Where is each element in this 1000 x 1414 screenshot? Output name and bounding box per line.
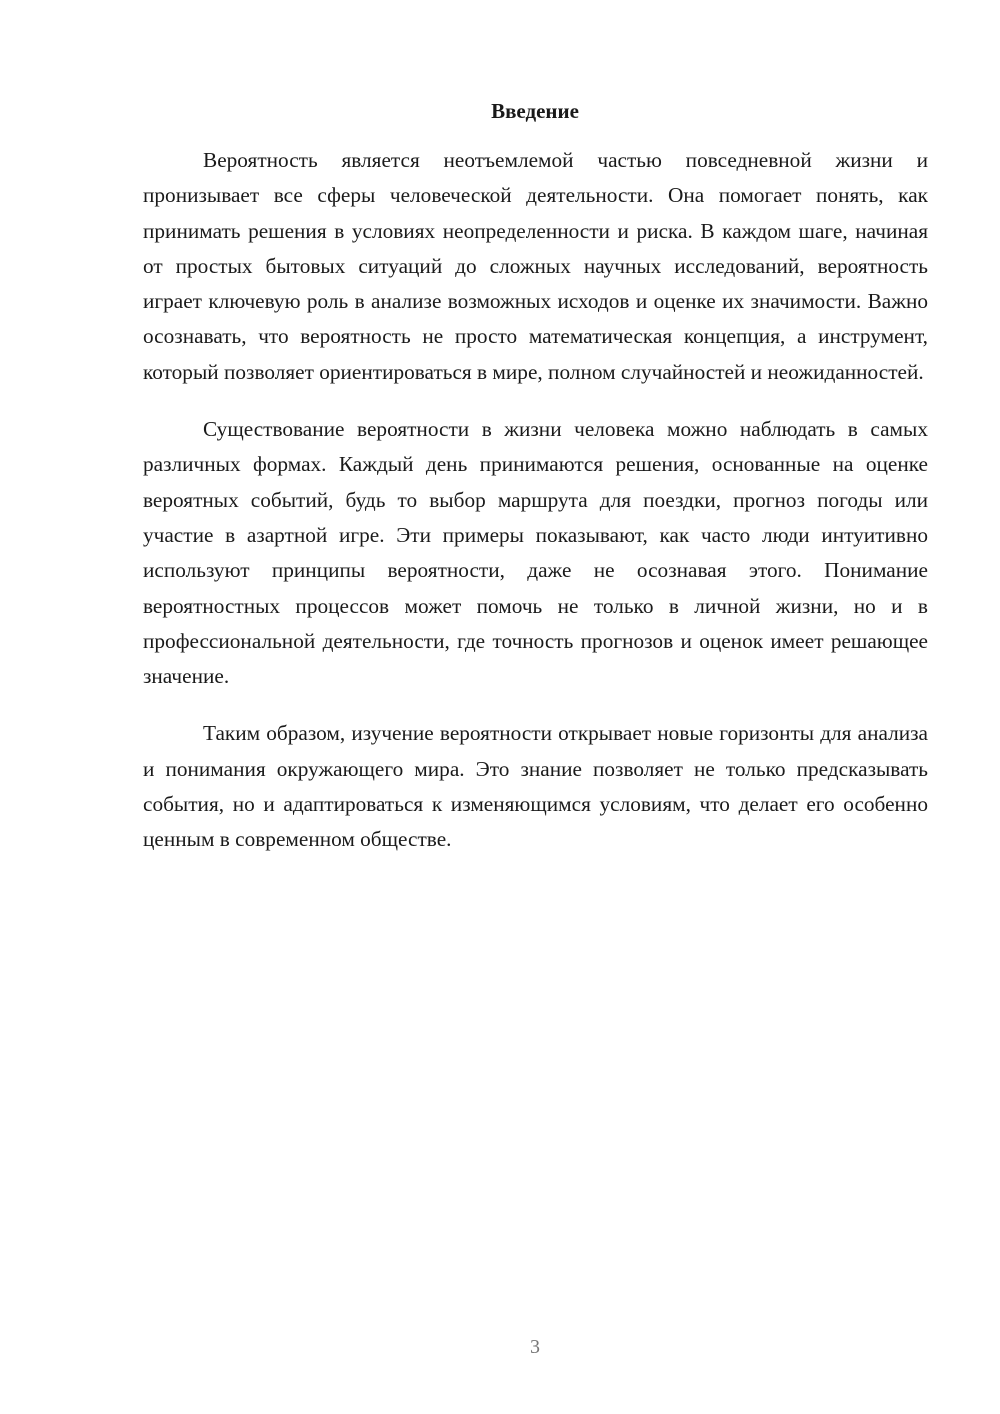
paragraph-1: Вероятность является неотъемлемой частью повседневной жизни и пронизывает все сферы человеческой деятельности. Она помогает понять, как принимать решения в условиях неопределенности и риска. В каждом шаге, начиная от простых бытовых ситуаций до сложных научных исследований, вероятность играет ключевую роль в анализе возможных исходов и оценке их значимости. Важно осознавать, что вероятность не просто математическая концепция, а инструмент, который позволяет ориентироваться в мире, полном случайностей и неожиданностей. [143, 148, 928, 384]
paragraph-3: Таким образом, изучение вероятности открывает новые горизонты для анализа и понимания окружающего мира. Это знание позволяет не только предсказывать события, но и адаптироваться к изменяющимся условиям, что делает его особенно ценным в современном обществе. [143, 721, 928, 852]
body-text [143, 143, 928, 880]
section-heading: Введение [491, 99, 579, 123]
paragraph-2: Существование вероятности в жизни человека можно наблюдать в самых различных формах. Каждый день принимаются решения, основанные на оценке вероятных событий, будь то выбор маршрута для поездки, прогноз погоды или участие в азартной игре. Эти примеры показывают, как часто люди интуитивно используют принципы вероятности, даже не осознавая этого. Понимание вероятностных процессов может помочь не только в личной жизни, но и в профессиональной деятельности, где точность прогнозов и оценок имеет решающее значение. [143, 417, 928, 689]
page-number: 3 [530, 1336, 540, 1358]
